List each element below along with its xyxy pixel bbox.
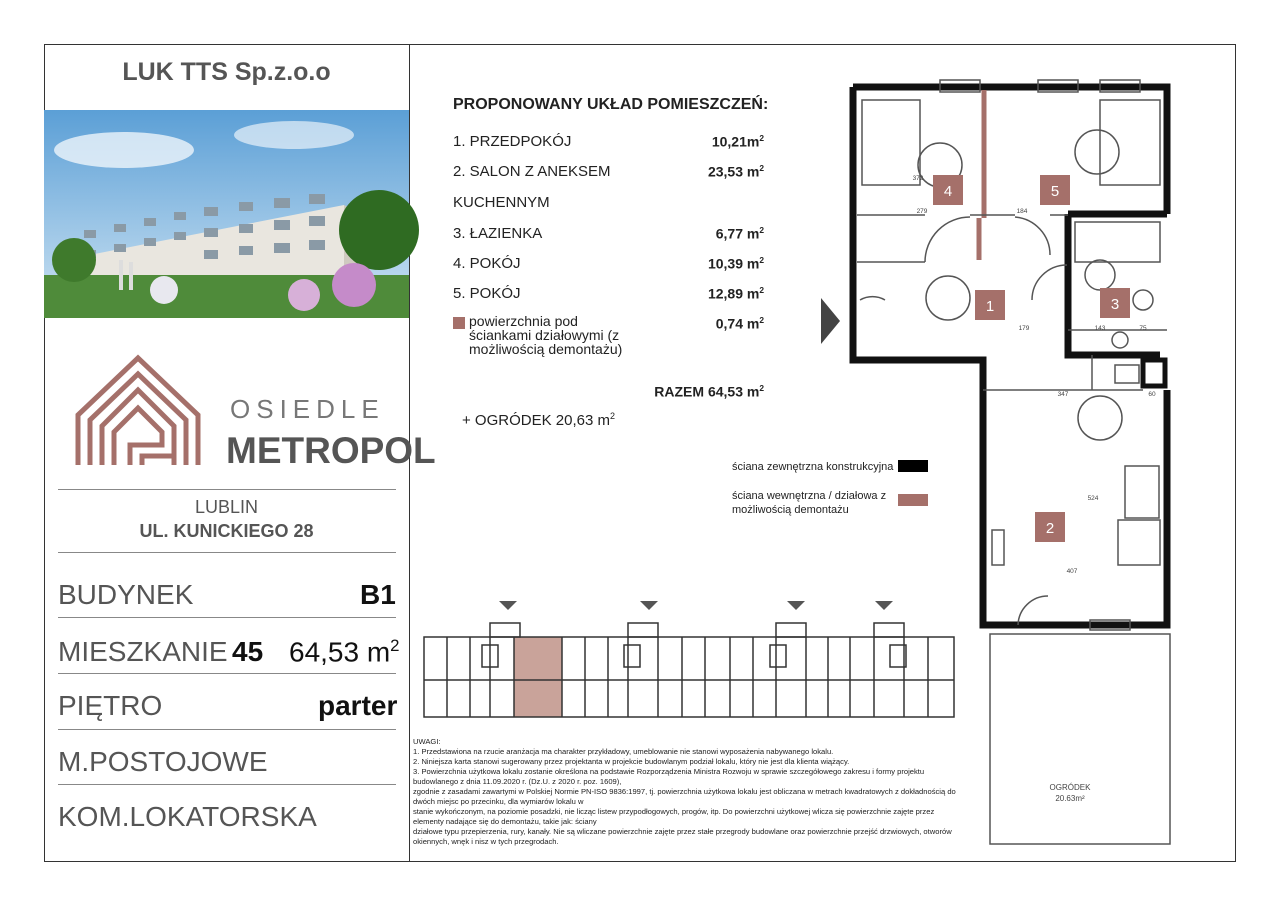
- room-number: 3: [1110, 296, 1120, 313]
- key-external: ściana zewnętrzna konstrukcyjna: [732, 461, 894, 473]
- note-line: działowe typu przepierzenia, rury, kanały. Nie są wliczane powierzchnie zajęte przez stałe przegrody budowlane oraz powierzchnie przejść drzwiowych, otworów okiennych, wnęk i nisz w tych przegrodach.: [413, 827, 952, 846]
- note-line: stanie wykończonym, na poziomie posadzki, nie licząc listew przypodłogowych, progów, itp. Do powierzchni użytkowej wlicza się powierzchnie zajęte przez elementy nadające się do demontażu, takie jak: ściany: [413, 807, 935, 826]
- building-key-plan: [420, 598, 965, 722]
- room-name: 3. ŁAZIENKA: [453, 225, 543, 242]
- dimension: 279: [916, 208, 928, 215]
- room-area: $10,21m^2$: [711, 133, 764, 150]
- separator: [58, 489, 396, 490]
- building-rendering: [44, 110, 409, 318]
- entrance-arrow: [499, 601, 517, 610]
- building-value: B1: [360, 579, 396, 610]
- dimension: 75: [1139, 325, 1147, 332]
- building-label: BUDYNEK: [58, 579, 194, 610]
- floor-label: PIĘTRO: [58, 690, 163, 721]
- room-name: 4. POKÓJ: [453, 255, 521, 272]
- room-number: 4: [943, 183, 953, 200]
- entrance-arrow: [640, 601, 658, 610]
- apartment-number: 45: [232, 636, 264, 667]
- dimension: 60: [1148, 391, 1156, 398]
- room-name: 2. SALON Z ANEKSEM: [453, 163, 611, 180]
- key-internal-swatch: [898, 494, 928, 506]
- garden-label: OGRÓDEK: [1049, 783, 1091, 792]
- dimension: 407: [1066, 568, 1078, 575]
- walls-area: 0,74 $m^2$: [715, 315, 764, 332]
- highlighted-apartment: [514, 637, 562, 717]
- rooms-title: PROPONOWANY UKŁAD POMIESZCZEŃ:: [453, 96, 769, 113]
- notes-title: UWAGI:: [413, 737, 441, 746]
- room-number: 1: [985, 298, 995, 315]
- dimension: 524: [1087, 495, 1099, 502]
- note-line: 1. Przedstawiona na rzucie aranżacja ma charakter przykładowy, umeblowanie nie stanowi wyposażenia nabywanego lokalu.: [413, 747, 834, 756]
- logo-line2: METROPOL: [226, 430, 436, 471]
- key-internal-line1: ściana wewnętrzna / działowa z: [732, 490, 887, 502]
- room-area: 23,53 $m^2$: [707, 163, 764, 180]
- dimension: 179: [1018, 325, 1030, 332]
- apartment-area: 64,53 $m^2$: [289, 636, 400, 668]
- storage-label: KOM.LOKATORSKA: [58, 801, 317, 832]
- apartment-label: MIESZKANIE: [58, 636, 228, 667]
- osiedle-metropol-logo: [70, 340, 436, 471]
- key-external-swatch: [898, 460, 928, 472]
- separator: [58, 729, 396, 730]
- room-number: 5: [1050, 183, 1060, 200]
- city: LUBLIN: [194, 497, 259, 517]
- parking-label: M.POSTOJOWE: [58, 746, 268, 777]
- room-name: 1. PRZEDPOKÓJ: [453, 133, 572, 150]
- dimension: 347: [1057, 391, 1069, 398]
- entrance-arrow: [821, 298, 840, 344]
- room-area: 6,77 $m^2$: [715, 225, 764, 242]
- floor-value: parter: [318, 690, 398, 721]
- street-address: UL. KUNICKIEGO 28: [139, 521, 314, 541]
- garden-area: + OGRÓDEK 20,63 $m^2$: [462, 411, 615, 429]
- garden-area-label: 20.63m²: [1055, 794, 1085, 803]
- separator: [58, 673, 396, 674]
- separator: [58, 617, 396, 618]
- logo-line1: OSIEDLE: [230, 394, 385, 424]
- dimension: 143: [1094, 325, 1106, 332]
- total-area: RAZEM 64,53 $m^2$: [654, 383, 764, 400]
- room-area: 12,89 $m^2$: [707, 285, 764, 302]
- room-name: KUCHENNYM: [453, 194, 550, 211]
- walls-note: powierzchnia pod ściankami działowymi (z możliwością demontażu): [469, 313, 623, 357]
- walls-swatch: [453, 317, 465, 329]
- separator: [58, 784, 396, 785]
- room-area: 10,39 $m^2$: [707, 255, 764, 272]
- company-name: LUK TTS Sp.z.o.o: [122, 58, 331, 86]
- entrance-arrow: [875, 601, 893, 610]
- separator: [58, 552, 396, 553]
- dimension: 372: [912, 175, 924, 182]
- note-line: zgodnie z zasadami zawartymi w Polskiej Normie PN-ISO 9836:1997, tj. powierzchnia użytkowa lokalu jest obliczana w metrach kwadratowych z dokładnością do dwóch miejsc po przecinku, dla wymiarów lokalu w: [413, 787, 956, 806]
- dimension: 184: [1016, 208, 1028, 215]
- key-internal-line2: możliwością demontażu: [732, 504, 849, 516]
- note-line: 2. Niniejsza karta stanowi sugerowany przez projektanta w projekcie budowlanym podział lokalu, który nie jest dla klienta wiążący.: [413, 757, 850, 766]
- room-name: 5. POKÓJ: [453, 285, 521, 302]
- notes-section: [413, 737, 958, 847]
- room-number: 2: [1045, 520, 1055, 537]
- entrance-arrow: [787, 601, 805, 610]
- note-line: 3. Powierzchnia użytkowa lokalu zostanie określona na podstawie Rozporządzenia Ministra Rozwoju w sprawie szczegółowego zakresu i formy projektu budowlanego z dnia 11.09.2020 r. (Dz.U. z 2020 r. poz. 1609),: [413, 767, 925, 786]
